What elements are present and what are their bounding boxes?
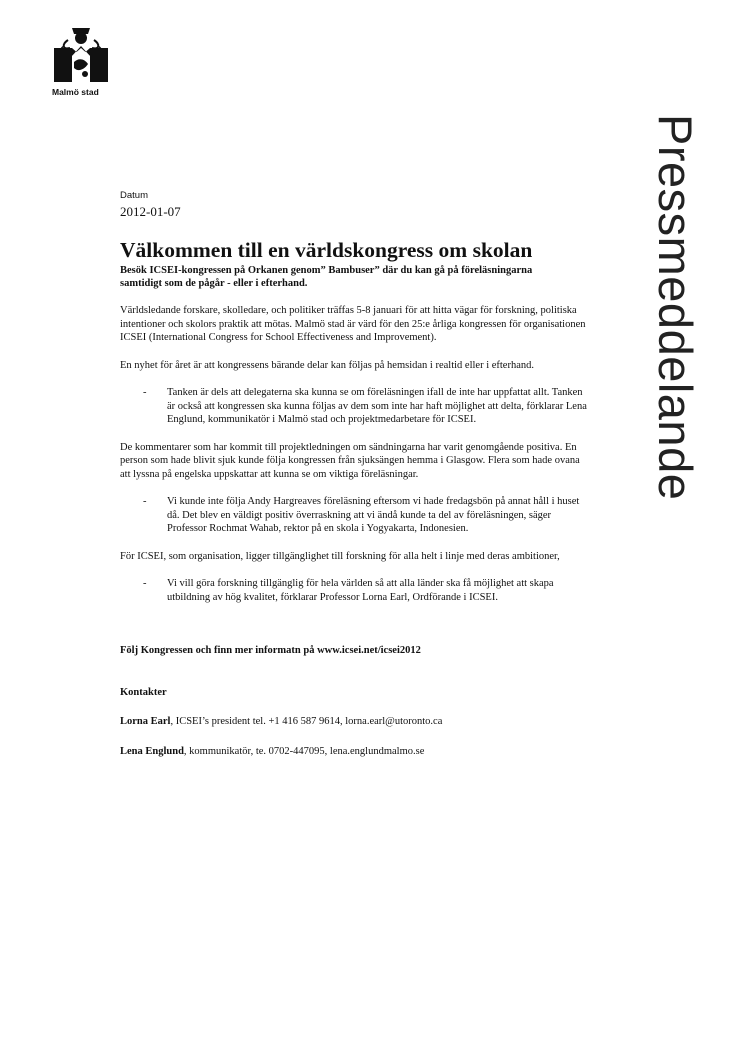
contact-row	[120, 745, 590, 759]
malmo-stad-logo	[52, 26, 112, 98]
follow-line: Följ Kongressen och finn mer informatn på www.icsei.net/icsei2012	[120, 645, 421, 656]
press-release-side-title: Pressmeddelande	[649, 114, 702, 501]
contact-row	[120, 715, 590, 729]
paragraph-news: En nyhet för året är att kongressens bärande delar kan följas på hemsidan i realtid eller i efterhand.	[120, 359, 534, 371]
quote-text: Vi vill göra forskning tillgänglig för hela världen så att alla länder ska få möjlighet att skapa utbildning av hög kvalitet, förklarar Professor Lorna Earl, Ordförande i ICSEI.	[167, 578, 554, 603]
quote-item	[120, 386, 590, 427]
contact-details: , kommunikatör, te. 0702-447095, lena.englundmalmo.se	[183, 745, 425, 757]
subheadline: Besök ICSEI-kongressen på Orkanen genom” Bambuser” där du kan gå på föreläsningarna samtidigt som de pågår - eller i efterhand.	[120, 265, 533, 289]
date-label: Datum	[120, 190, 148, 201]
contacts-heading: Kontakter	[120, 686, 167, 698]
headline: Välkommen till en världskongress om skolan	[120, 238, 533, 262]
paragraph-icsei: För ICSEI, som organisation, ligger tillgänglighet till forskning för alla helt i linje med deras ambitioner,	[120, 550, 560, 562]
contact-details: , ICSEI’s president tel. +1 416 587 9614, lorna.earl@utoronto.ca	[170, 716, 443, 727]
paragraph-intro: Världsledande forskare, skolledare, och politiker träffas 5-8 januari för att hitta vägar för forskning, politiska intentioner och skolors praktik att mötas. Malmö stad är värd för den 25:e årliga kongressen för organisationen ICSEI (International Congress for School Effectiveness and Improvement).	[120, 305, 586, 343]
contact-name: Lorna Earl	[120, 716, 171, 727]
logo-org-name: Malmö stad	[52, 87, 99, 97]
quote-text: Tanken är dels att delegaterna ska kunna se om föreläsningen ifall de inte har uppfattat allt. Tanken är också att kongressen ska kunna följas av dem som inte har haft möjlighet att delta, förklarar Lena Englund, kommunikatör i Malmö stad och projektmedarbetare för ICSEI.	[167, 387, 587, 425]
contact-name: Lena Englund	[120, 745, 184, 757]
coat-of-arms-icon	[52, 26, 110, 86]
quote-dash: -	[143, 496, 147, 507]
quote-dash: -	[143, 387, 147, 398]
press-release-body	[120, 190, 590, 758]
quote-item	[120, 495, 590, 536]
quote-item	[120, 577, 590, 604]
quote-dash: -	[143, 578, 147, 589]
quote-text: Vi kunde inte följa Andy Hargreaves föreläsning eftersom vi hade fredagsbön på annat håll i huset då. Det blev en väldigt positiv överraskning att vi ändå kunde ta del av föreläsningen, säger Professor Rochmat Wahab, rektor på en skola i Yogyakarta, Indonesien.	[167, 496, 580, 534]
paragraph-comments: De kommentarer som har kommit till projektledningen om sändningarna har varit genomgående positiva. En person som hade blivit sjuk kunde följa kongressen från sjuksängen hemma i Glasgow. Flera som hade ovana att lyssna på engelska uppskattar att kunna se om viktiga föreläsningar.	[120, 441, 580, 480]
date-value: 2012-01-07	[120, 204, 181, 219]
